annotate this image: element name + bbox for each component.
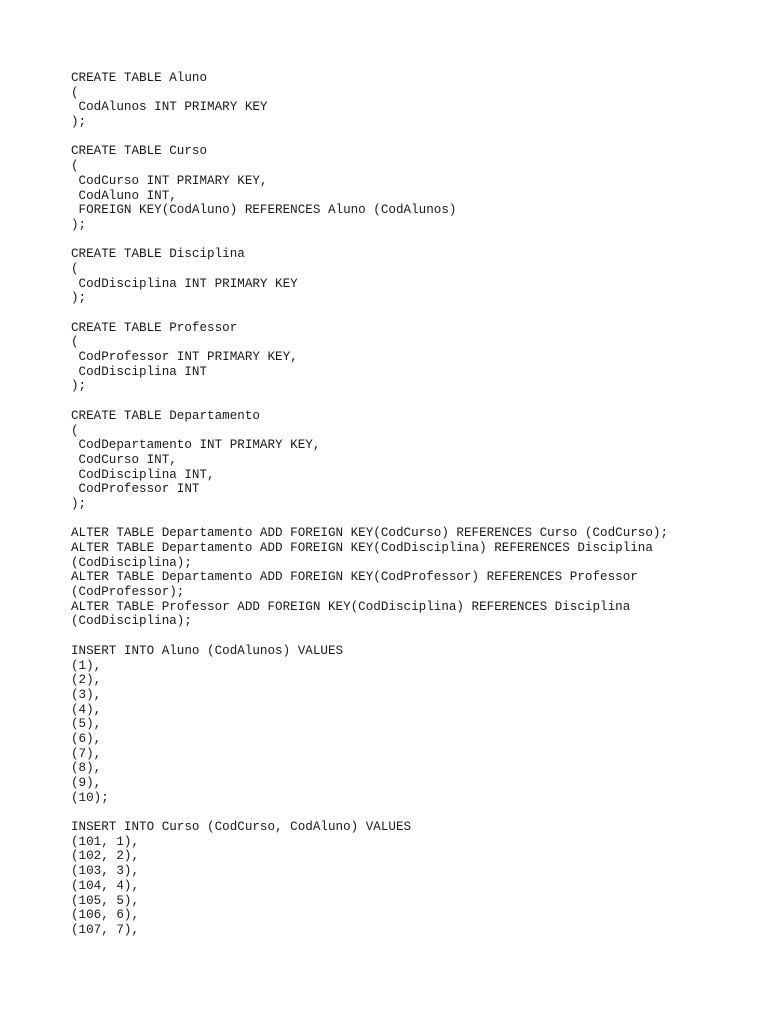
code-line: (3), [71, 687, 102, 702]
code-line: (9), [71, 776, 102, 790]
code-line: CodCurso INT PRIMARY KEY, [71, 173, 268, 188]
code-line: ); [71, 217, 87, 232]
code-line: (8), [71, 761, 102, 776]
code-line: ( [71, 159, 79, 174]
code-line: INSERT INTO Curso (CodCurso, CodAluno) VALUES [71, 820, 412, 835]
code-line: (104, 4), [71, 878, 140, 893]
code-line: CodDepartamento INT PRIMARY KEY, [71, 438, 321, 453]
code-line: (CodProfessor); [71, 585, 185, 600]
code-line: (106, 6), [71, 908, 140, 923]
code-line: CodDisciplina INT [71, 364, 208, 379]
document-page [71, 71, 761, 938]
code-line: (1), [71, 658, 102, 673]
code-line: ( [71, 335, 79, 350]
blank-line [71, 130, 761, 145]
code-line: (101, 1), [71, 834, 140, 849]
code-line: CREATE TABLE Aluno [71, 71, 208, 85]
blank-line [71, 512, 761, 527]
code-line: (CodDisciplina); [71, 614, 192, 629]
blank-line [71, 394, 761, 409]
code-line: ); [71, 496, 87, 511]
sql-code-block [71, 71, 761, 938]
code-line: CREATE TABLE Disciplina [71, 247, 245, 262]
code-line: ALTER TABLE Departamento ADD FOREIGN KEY(CodDisciplina) REFERENCES Disciplina [71, 541, 653, 555]
code-line: FOREIGN KEY(CodAluno) REFERENCES Aluno (CodAlunos) [71, 203, 457, 218]
code-line: CodCurso INT, [71, 452, 177, 467]
code-line: CREATE TABLE Professor [71, 320, 238, 335]
code-line: ); [71, 115, 87, 130]
code-line: (107, 7), [71, 922, 140, 937]
code-line: (4), [71, 702, 102, 717]
code-line: ( [71, 261, 79, 276]
blank-line [71, 306, 761, 321]
code-line: CREATE TABLE Departamento [71, 408, 260, 423]
code-line: (105, 5), [71, 893, 140, 908]
code-line: ); [71, 291, 87, 306]
code-line: ( [71, 423, 79, 438]
code-line: CodProfessor INT [71, 482, 200, 497]
code-line: (10); [71, 790, 109, 805]
blank-line [71, 805, 761, 820]
code-line: CodAlunos INT PRIMARY KEY [71, 100, 268, 115]
code-line: INSERT INTO Aluno (CodAlunos) VALUES [71, 643, 344, 658]
code-line: (7), [71, 746, 102, 761]
code-line: CodAluno INT, [71, 188, 177, 203]
code-line: CodDisciplina INT PRIMARY KEY [71, 276, 298, 291]
code-line: (CodDisciplina); [71, 555, 192, 570]
code-line: (5), [71, 717, 102, 732]
code-line: CodDisciplina INT, [71, 467, 215, 482]
code-line: (6), [71, 731, 102, 746]
code-line: ALTER TABLE Professor ADD FOREIGN KEY(CodDisciplina) REFERENCES Disciplina [71, 599, 631, 614]
code-line: (2), [71, 673, 102, 688]
code-line: CodProfessor INT PRIMARY KEY, [71, 350, 298, 365]
code-line: ); [71, 379, 87, 394]
blank-line [71, 233, 761, 248]
code-line: CREATE TABLE Curso [71, 144, 208, 159]
blank-line [71, 629, 761, 644]
code-line: ALTER TABLE Departamento ADD FOREIGN KEY(CodCurso) REFERENCES Curso (CodCurso); [71, 526, 669, 541]
code-line: (103, 3), [71, 864, 140, 879]
code-line: ( [71, 85, 79, 100]
code-line: (102, 2), [71, 849, 140, 864]
code-line: ALTER TABLE Departamento ADD FOREIGN KEY(CodProfessor) REFERENCES Professor [71, 570, 638, 585]
